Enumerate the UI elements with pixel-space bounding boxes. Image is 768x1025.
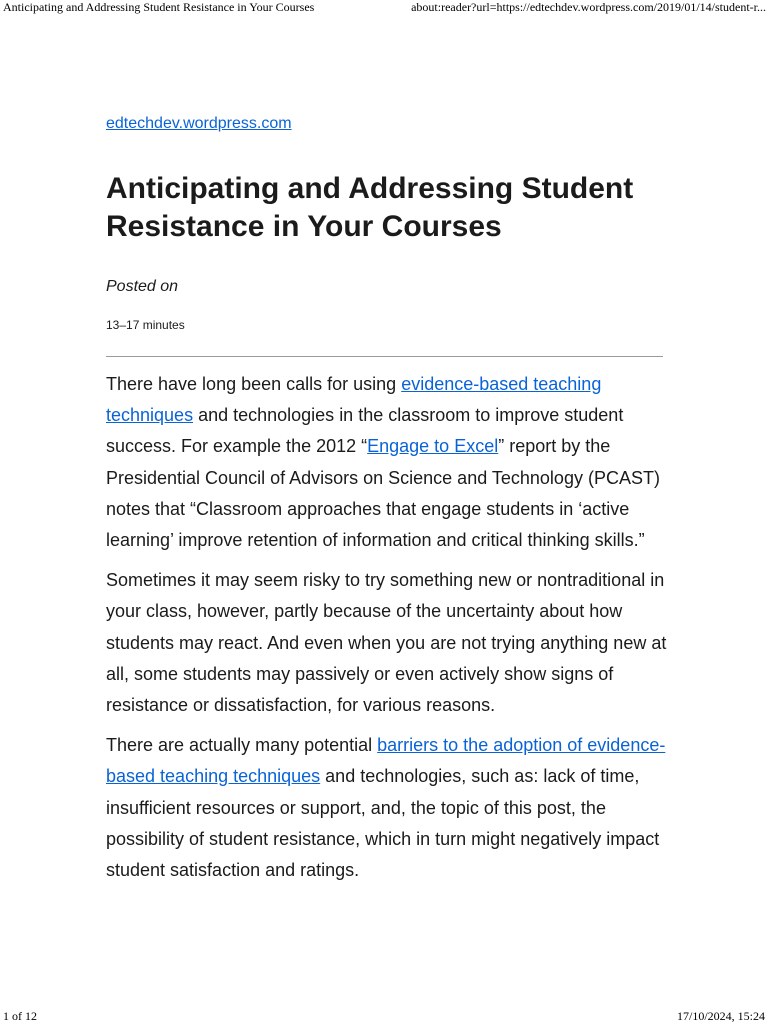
evidence-based-teaching-link[interactable]: evidence-based teaching techniques — [106, 374, 602, 426]
print-header — [0, 0, 768, 16]
print-datetime: 17/10/2024, 15:24 — [676, 1009, 765, 1023]
engage-to-excel-link[interactable]: Engage to Excel — [367, 436, 499, 457]
barriers-to-adoption-link[interactable]: barriers to the adoption of evidence-based teaching techniques — [106, 735, 666, 787]
print-header-title: Anticipating and Addressing Student Resistance in Your Courses — [3, 0, 315, 14]
page-number: 1 of 12 — [3, 1009, 37, 1023]
paragraph: There have long been calls for using evidence-based teaching techniques and technologies in the classroom to improve student success. For example the 2012 “Engage to Excel” report by the Presidential Council of Advisors on Science and Technology (PCAST) notes that “Classroom approaches that engage students in ‘active learning’ improve retention of information and critical thinking skills.” — [106, 374, 660, 551]
article-content — [106, 369, 668, 895]
print-header-url: about:reader?url=https://edtechdev.wordpress.com/2019/01/14/student-r... — [411, 0, 766, 14]
article-title: Anticipating and Addressing Student Resistance in Your Courses — [106, 172, 634, 243]
paragraph: There are actually many potential barriers to the adoption of evidence-based teaching techniques and technologies, such as: lack of time, insufficient resources or support, and, the topic of this post, the possibility of student resistance, which in turn might negatively impact student satisfaction and ratings. — [106, 735, 666, 881]
paragraph: Sometimes it may seem risky to try something new or nontraditional in your class, however, partly because of the uncertainty about how students may react. And even when you are not trying anything new at all, some students may passively or even actively show signs of resistance or dissatisfaction, for various reasons. — [106, 570, 667, 716]
posted-on: Posted on — [106, 278, 179, 295]
divider — [106, 356, 663, 357]
print-footer — [0, 1009, 768, 1025]
reading-time: 13–17 minutes — [106, 318, 185, 332]
domain-link[interactable]: edtechdev.wordpress.com — [106, 115, 292, 132]
